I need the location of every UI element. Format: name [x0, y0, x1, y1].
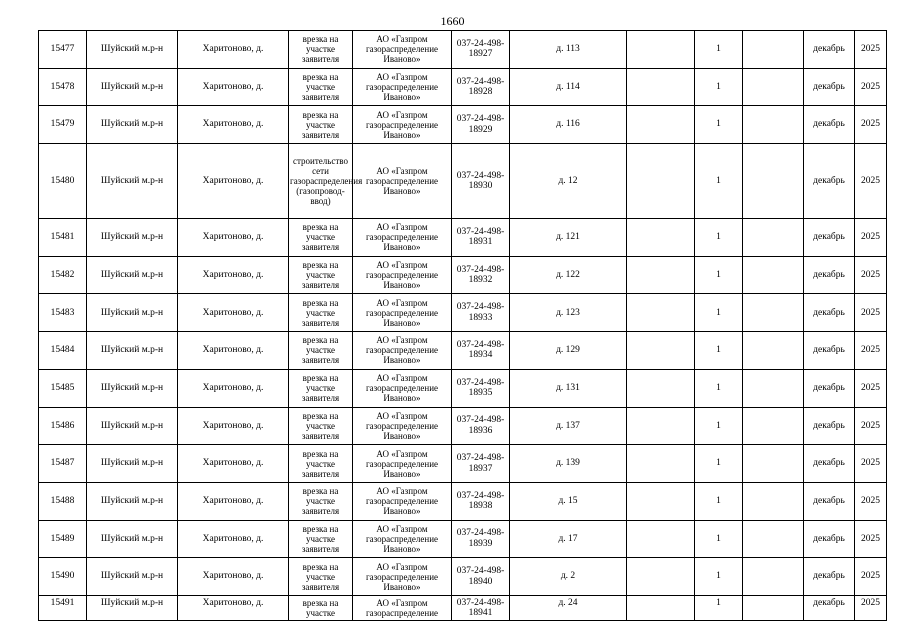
count-cell — [695, 31, 743, 69]
municipality-cell: Шуйский м.р-н — [87, 520, 178, 558]
empty-cell — [743, 68, 804, 106]
organization-cell: АО «Газпром газораспределение Иваново» — [353, 31, 452, 69]
empty-cell — [743, 445, 804, 483]
code-cell: 037-24-498-18938 — [452, 482, 510, 520]
row-number: 15482 — [39, 256, 87, 294]
house-cell: д. 12 — [510, 144, 627, 219]
empty-cell — [743, 595, 804, 620]
empty-cell — [743, 332, 804, 370]
table-row — [39, 482, 887, 520]
row-number: 15480 — [39, 144, 87, 219]
page-number: 1660 — [440, 14, 465, 28]
row-number: 15489 — [39, 520, 87, 558]
settlement-cell: Харитоново, д. — [178, 256, 289, 294]
settlement-cell: Харитоново, д. — [178, 219, 289, 257]
empty-cell — [627, 332, 695, 370]
year-cell: 2025 — [855, 219, 887, 257]
empty-cell — [627, 294, 695, 332]
empty-cell — [627, 219, 695, 257]
house-cell: д. 116 — [510, 106, 627, 144]
house-cell: д. 15 — [510, 482, 627, 520]
row-number: 15486 — [39, 407, 87, 445]
settlement-cell: Харитоново, д. — [178, 558, 289, 596]
settlement-cell: Харитоново, д. — [178, 294, 289, 332]
month-cell: декабрь — [804, 520, 855, 558]
count-value: 1 — [716, 119, 721, 130]
municipality-cell: Шуйский м.р-н — [87, 294, 178, 332]
year-cell: 2025 — [855, 256, 887, 294]
work-type-cell: врезка на участке заявителя — [289, 256, 353, 294]
count-cell — [695, 144, 743, 219]
year-cell: 2025 — [855, 595, 887, 620]
house-cell: д. 131 — [510, 369, 627, 407]
count-value: 1 — [716, 307, 721, 318]
municipality-cell: Шуйский м.р-н — [87, 106, 178, 144]
month-cell: декабрь — [804, 482, 855, 520]
table-row — [39, 68, 887, 106]
municipality-cell: Шуйский м.р-н — [87, 595, 178, 620]
count-value: 1 — [716, 533, 721, 544]
row-number: 15485 — [39, 369, 87, 407]
municipality-cell: Шуйский м.р-н — [87, 482, 178, 520]
count-value: 1 — [716, 175, 721, 186]
count-value: 1 — [716, 44, 721, 55]
code-cell: 037-24-498-18930 — [452, 144, 510, 219]
year-cell: 2025 — [855, 369, 887, 407]
row-number: 15484 — [39, 332, 87, 370]
empty-cell — [743, 144, 804, 219]
count-value: 1 — [716, 232, 721, 243]
empty-cell — [627, 68, 695, 106]
row-number: 15477 — [39, 31, 87, 69]
count-cell — [695, 294, 743, 332]
code-cell: 037-24-498-18941 — [452, 595, 510, 620]
code-cell: 037-24-498-18932 — [452, 256, 510, 294]
year-cell: 2025 — [855, 31, 887, 69]
count-value: 1 — [716, 571, 721, 582]
empty-cell — [627, 256, 695, 294]
work-type-cell: врезка на участке заявителя — [289, 558, 353, 596]
row-number: 15488 — [39, 482, 87, 520]
table-row — [39, 31, 887, 69]
table-row — [39, 369, 887, 407]
month-cell: декабрь — [804, 68, 855, 106]
settlement-cell: Харитоново, д. — [178, 68, 289, 106]
row-number: 15478 — [39, 68, 87, 106]
organization-cell: АО «Газпром газораспределение Иваново» — [353, 68, 452, 106]
count-cell — [695, 106, 743, 144]
month-cell: декабрь — [804, 219, 855, 257]
table-row — [39, 332, 887, 370]
house-cell: д. 122 — [510, 256, 627, 294]
organization-cell: АО «Газпром газораспределение Иваново» — [353, 256, 452, 294]
house-cell: д. 137 — [510, 407, 627, 445]
municipality-cell: Шуйский м.р-н — [87, 445, 178, 483]
table-row — [39, 407, 887, 445]
count-value: 1 — [716, 382, 721, 393]
empty-cell — [743, 407, 804, 445]
count-value: 1 — [716, 495, 721, 506]
settlement-cell: Харитоново, д. — [178, 332, 289, 370]
work-type-cell: врезка на участке заявителя — [289, 294, 353, 332]
table-body — [39, 31, 887, 621]
year-cell: 2025 — [855, 558, 887, 596]
municipality-cell: Шуйский м.р-н — [87, 369, 178, 407]
settlement-cell: Харитоново, д. — [178, 407, 289, 445]
organization-cell: АО «Газпром газораспределение Иваново» — [353, 219, 452, 257]
year-cell: 2025 — [855, 144, 887, 219]
code-cell: 037-24-498-18927 — [452, 31, 510, 69]
count-cell — [695, 256, 743, 294]
settlement-cell: Харитоново, д. — [178, 595, 289, 620]
empty-cell — [743, 256, 804, 294]
count-value: 1 — [716, 269, 721, 280]
count-value: 1 — [716, 597, 721, 608]
settlement-cell: Харитоново, д. — [178, 144, 289, 219]
code-cell: 037-24-498-18940 — [452, 558, 510, 596]
row-number: 15483 — [39, 294, 87, 332]
month-cell: декабрь — [804, 407, 855, 445]
settlement-cell: Харитоново, д. — [178, 445, 289, 483]
house-cell: д. 121 — [510, 219, 627, 257]
count-value: 1 — [716, 458, 721, 469]
empty-cell — [743, 31, 804, 69]
municipality-cell: Шуйский м.р-н — [87, 31, 178, 69]
work-type-cell: врезка на участке заявителя — [289, 520, 353, 558]
row-number: 15491 — [39, 595, 87, 620]
settlement-cell: Харитоново, д. — [178, 369, 289, 407]
empty-cell — [627, 106, 695, 144]
year-cell: 2025 — [855, 482, 887, 520]
empty-cell — [743, 558, 804, 596]
code-cell: 037-24-498-18929 — [452, 106, 510, 144]
year-cell: 2025 — [855, 294, 887, 332]
work-type-cell: строительство сети газораспределения (газопровод-ввод) — [289, 144, 353, 219]
organization-cell: АО «Газпром газораспределение Иваново» — [353, 558, 452, 596]
count-cell — [695, 520, 743, 558]
table-row — [39, 144, 887, 219]
empty-cell — [743, 369, 804, 407]
work-type-cell: врезка на участке заявителя — [289, 369, 353, 407]
month-cell: декабрь — [804, 558, 855, 596]
registry-table — [38, 30, 887, 621]
year-cell: 2025 — [855, 520, 887, 558]
month-cell: декабрь — [804, 369, 855, 407]
count-cell — [695, 595, 743, 620]
table-row — [39, 520, 887, 558]
table-row — [39, 294, 887, 332]
count-cell — [695, 558, 743, 596]
municipality-cell: Шуйский м.р-н — [87, 407, 178, 445]
empty-cell — [627, 595, 695, 620]
code-cell: 037-24-498-18936 — [452, 407, 510, 445]
empty-cell — [627, 558, 695, 596]
code-cell: 037-24-498-18937 — [452, 445, 510, 483]
empty-cell — [743, 106, 804, 144]
municipality-cell: Шуйский м.р-н — [87, 219, 178, 257]
month-cell: декабрь — [804, 144, 855, 219]
organization-cell: АО «Газпром газораспределение Иваново» — [353, 407, 452, 445]
organization-cell: АО «Газпром газораспределение Иваново» — [353, 445, 452, 483]
organization-cell: АО «Газпром газораспределение Иваново» — [353, 106, 452, 144]
month-cell: декабрь — [804, 445, 855, 483]
work-type-cell: врезка на участке заявителя — [289, 106, 353, 144]
empty-cell — [743, 294, 804, 332]
count-cell — [695, 482, 743, 520]
code-cell: 037-24-498-18939 — [452, 520, 510, 558]
code-cell: 037-24-498-18935 — [452, 369, 510, 407]
empty-cell — [627, 144, 695, 219]
count-cell — [695, 332, 743, 370]
row-number: 15487 — [39, 445, 87, 483]
empty-cell — [627, 520, 695, 558]
month-cell: декабрь — [804, 256, 855, 294]
empty-cell — [627, 31, 695, 69]
table-row — [39, 219, 887, 257]
work-type-cell: врезка на участке заявителя — [289, 31, 353, 69]
house-cell: д. 123 — [510, 294, 627, 332]
settlement-cell: Харитоново, д. — [178, 482, 289, 520]
code-cell: 037-24-498-18931 — [452, 219, 510, 257]
count-cell — [695, 445, 743, 483]
work-type-cell: врезка на участке заявителя — [289, 219, 353, 257]
count-value: 1 — [716, 420, 721, 431]
empty-cell — [627, 482, 695, 520]
code-cell: 037-24-498-18933 — [452, 294, 510, 332]
table-row — [39, 595, 887, 620]
municipality-cell: Шуйский м.р-н — [87, 256, 178, 294]
empty-cell — [627, 407, 695, 445]
empty-cell — [627, 369, 695, 407]
code-cell: 037-24-498-18934 — [452, 332, 510, 370]
house-cell: д. 139 — [510, 445, 627, 483]
house-cell: д. 2 — [510, 558, 627, 596]
month-cell: декабрь — [804, 294, 855, 332]
count-cell — [695, 407, 743, 445]
month-cell: декабрь — [804, 332, 855, 370]
organization-cell: АО «Газпром газораспределение Иваново» — [353, 332, 452, 370]
house-cell: д. 114 — [510, 68, 627, 106]
year-cell: 2025 — [855, 332, 887, 370]
municipality-cell: Шуйский м.р-н — [87, 144, 178, 219]
empty-cell — [743, 482, 804, 520]
house-cell: д. 129 — [510, 332, 627, 370]
work-type-cell: врезка на участке — [289, 595, 353, 620]
work-type-cell: врезка на участке заявителя — [289, 445, 353, 483]
count-cell — [695, 219, 743, 257]
code-cell: 037-24-498-18928 — [452, 68, 510, 106]
empty-cell — [743, 520, 804, 558]
organization-cell: АО «Газпром газораспределение Иваново» — [353, 144, 452, 219]
year-cell: 2025 — [855, 445, 887, 483]
table-row — [39, 106, 887, 144]
municipality-cell: Шуйский м.р-н — [87, 558, 178, 596]
empty-cell — [743, 219, 804, 257]
row-number: 15490 — [39, 558, 87, 596]
table-row — [39, 256, 887, 294]
empty-cell — [627, 445, 695, 483]
organization-cell: АО «Газпром газораспределение Иваново» — [353, 482, 452, 520]
work-type-cell: врезка на участке заявителя — [289, 332, 353, 370]
table-row — [39, 558, 887, 596]
house-cell: д. 24 — [510, 595, 627, 620]
count-value: 1 — [716, 345, 721, 356]
organization-cell: АО «Газпром газораспределение Иваново» — [353, 369, 452, 407]
municipality-cell: Шуйский м.р-н — [87, 332, 178, 370]
year-cell: 2025 — [855, 106, 887, 144]
table-row — [39, 445, 887, 483]
work-type-cell: врезка на участке заявителя — [289, 68, 353, 106]
organization-cell: АО «Газпром газораспределение — [353, 595, 452, 620]
year-cell: 2025 — [855, 407, 887, 445]
count-cell — [695, 68, 743, 106]
row-number: 15479 — [39, 106, 87, 144]
settlement-cell: Харитоново, д. — [178, 31, 289, 69]
count-value: 1 — [716, 81, 721, 92]
count-cell — [695, 369, 743, 407]
work-type-cell: врезка на участке заявителя — [289, 407, 353, 445]
work-type-cell: врезка на участке заявителя — [289, 482, 353, 520]
month-cell: декабрь — [804, 595, 855, 620]
row-number: 15481 — [39, 219, 87, 257]
year-cell: 2025 — [855, 68, 887, 106]
month-cell: декабрь — [804, 106, 855, 144]
settlement-cell: Харитоново, д. — [178, 520, 289, 558]
month-cell: декабрь — [804, 31, 855, 69]
municipality-cell: Шуйский м.р-н — [87, 68, 178, 106]
organization-cell: АО «Газпром газораспределение Иваново» — [353, 520, 452, 558]
settlement-cell: Харитоново, д. — [178, 106, 289, 144]
house-cell: д. 17 — [510, 520, 627, 558]
house-cell: д. 113 — [510, 31, 627, 69]
organization-cell: АО «Газпром газораспределение Иваново» — [353, 294, 452, 332]
